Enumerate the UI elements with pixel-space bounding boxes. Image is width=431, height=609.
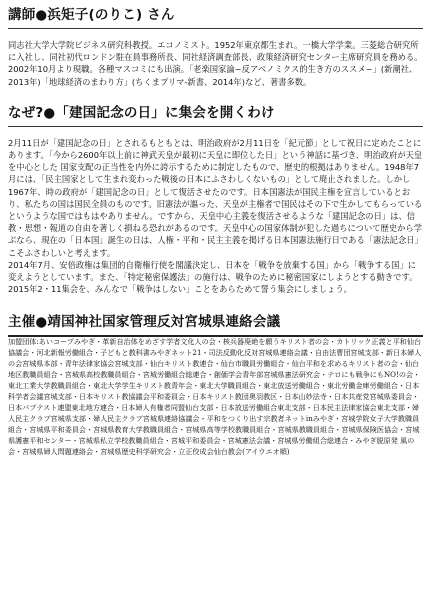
lecturer-bio: 同志社大学大学院ビジネス研究科教授。エコノミスト。1952年東京都生まれ。一橋大学学業。三菱総合研究所に入社し、同社初代ロンドン駐在員事務所長、同社経済調査部長、政策経済研究センター主席研究員を務める。2002年10月より現職。各種マスコミにも出演。「老楽国家論~反アベノミクス的生き方のススメ~」(新潮社、2013年)「地球経済のまわり方」(ちくまプリマ-新書、2014年)など、著書多数。 — [8, 40, 423, 87]
spacer — [8, 295, 423, 313]
flyer-page — [8, 6, 423, 457]
spacer — [8, 88, 423, 104]
organizer-heading: 主催●靖国神社国家管理反対宮城県連絡会議 — [8, 314, 281, 331]
why-section — [8, 104, 423, 296]
lecturer-divider — [8, 28, 423, 29]
member-organizations: 加盟団体:あいコープみやぎ・革新自治体をめざす学者文化人の会・核兵器廃絶を願うキリスト者の会・カトリック正義と平和仙台協議会・河北新報労働組合・子どもと教科書みやぎネット21・司法反動化反対宮城県連絡会議・自由法曹団宮城支部・新日本婦人の会宮城県本部・青年法律家協会宮城支部・仙台キリスト教連合・仙台市職員労働組合・仙台平和を求めるキリスト者の会・仙台地区教職員組合・宮城県高校教職員組合・宮城労働組合総連合・創価学会青年部宮城県憲法研究会・テロにも戦争にもNO!の会・東北工業大学教職員組合・東北大学学生キリスト教青年会・東北大学職員組合・東北放送労働組合・東北労働金庫労働組合・日本科学者会議宮城支部・日本キリスト教協議会平和委員会・日本キリスト教団奥羽教区・日本山妙法寺・日本共産党宮城県委員会・日本バプテスト連盟東北地方連合・日本婦人有権者同盟仙台支部・日本放送労働組合東北支部・日本民主法律家協会東北支部・婦人民主クラブ宮城県支部・婦人民主クラブ宮城県連絡協議会・平和をつくり出す宗教者ネットinみやぎ・宮城学院女子大学教職員組合・宮城県平和委員会・宮城県教育大学教職員組合・宮城県高等学校教職員組合・宮城県教職員組合・宮城県保険医協会・宮城県護憲平和センター・宮城県私立学校教職員組合・宮城平和委員会・宮城憲法会議・宮城県労働組合総連合・みやぎ脱原発 風の会・宮城県婦人問題連絡会・宮城県歴史科学研究会・立正佼成会仙台教会(アイウエオ順) — [8, 337, 422, 456]
organizer-section — [8, 313, 423, 457]
lecturer-section — [8, 6, 423, 88]
why-divider — [8, 126, 423, 127]
why-heading: なぜ?●「建国記念の日」に集会を開くわけ — [8, 104, 275, 121]
lecturer-heading: 講師●浜矩子(のりこ) さん — [8, 7, 175, 23]
why-paragraph: 2月11日が「建国記念の日」とされるもともとは、明治政府が2月11日を「紀元節」として祝日に定めたことにあります。「今から2600年以上前に神武天皇が最初に天皇に即位した日」という神話に基づき、明治政府が天皇を中心とした 国家支配の正当性を内外に誇示するために制定したもので、歴史的根拠はありません。1948年7月には、「民主国家として生まれ変わった戦後の日本にふさわしくないもの」として廃止されました。しかし1967年、時の政府が「建国記念の日」として復活させたのです。日本国憲法が国民主権を宣言しているとおり、私たちの国は国民全員のものです。旧憲法が謳った、天皇が主権者で国民はその下で生かしてもらっているというような国ではもはやありません。ですから、天皇中心主義を復活させるような「建国記念の日」は、信教・思想・報道の自由を著しく損ねる恐れがあるのです。天皇中心の国家体制が犯した過ちについて歴史から学ぶなら、現在の「日本国」誕生の日は、人権・平和・民主主義を掲げる日本国憲法施行日である「憲法記念日」こそふさわしいと考えます。 2014年7月、安倍政権は集団的自衛権行使を閣議決定し、日本を「戦争を放棄する国」から「戦争する国」に変えようとしています。また、「特定秘密保護法」の施行は、戦争のために秘密国家にしようとする動きです。2015年2・11集会を、みんなで「戦争はしない」ことをあらためて誓う集会にしましょう。 — [8, 137, 423, 295]
